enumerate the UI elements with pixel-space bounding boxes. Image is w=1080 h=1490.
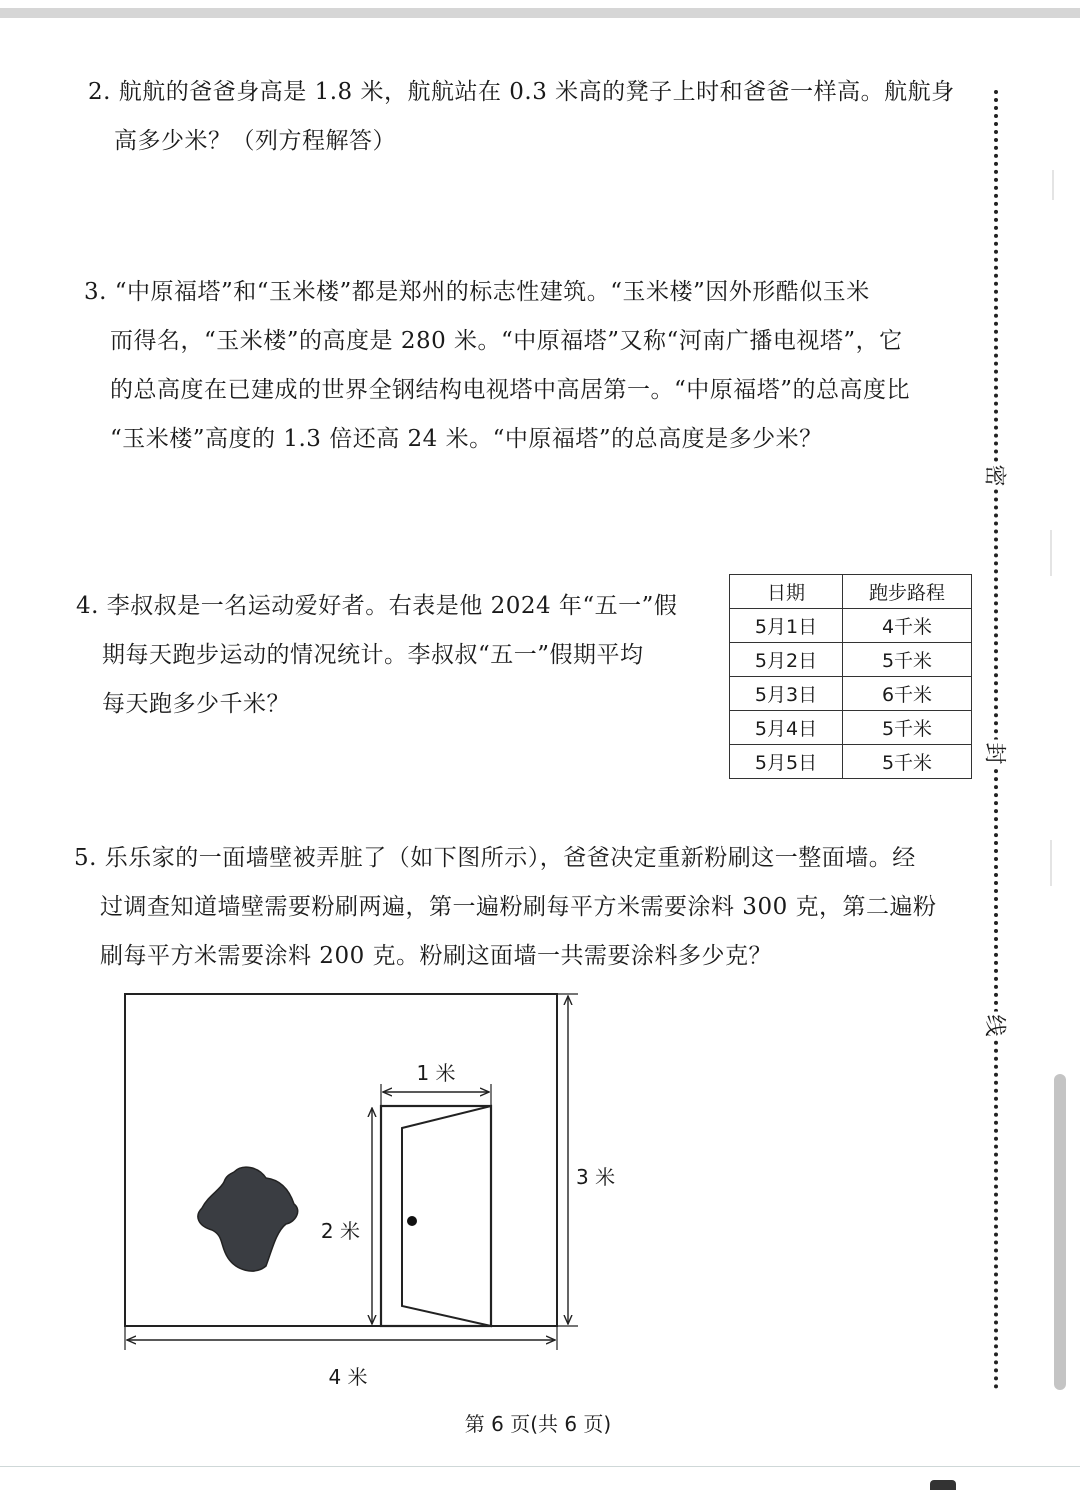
scan-mark xyxy=(1052,170,1054,200)
question-2-line-1: 2. 航航的爸爸身高是 1.8 米，航航站在 0.3 米高的凳子上时和爸爸一样高。航航身 xyxy=(88,79,955,105)
question-5-line-1: 5. 乐乐家的一面墙壁被弄脏了（如下图所示），爸爸决定重新粉刷这一整面墙。经 xyxy=(74,845,916,871)
table-cell-date: 5月2日 xyxy=(730,643,843,677)
exam-page xyxy=(16,18,1060,1466)
bottom-divider xyxy=(0,1466,1080,1467)
door-frame xyxy=(381,1106,491,1326)
top-bar xyxy=(0,8,1080,18)
question-2-line-2: 高多少米？（列方程解答） xyxy=(114,128,396,154)
table-cell-distance: 5千米 xyxy=(843,745,972,779)
door-knob xyxy=(407,1216,417,1226)
table-header-distance: 跑步路程 xyxy=(843,575,972,609)
question-2 xyxy=(88,68,955,166)
door-width-label: 1 米 xyxy=(416,1061,456,1085)
question-3-line-1: 3. “中原福塔”和“玉米楼”都是郑州的标志性建筑。“玉米楼”因外形酷似玉米 xyxy=(84,279,870,305)
seal-char-mi: 密 xyxy=(981,462,1012,490)
table-cell-date: 5月3日 xyxy=(730,677,843,711)
wall-outline xyxy=(125,994,557,1326)
stain-blob xyxy=(198,1167,298,1271)
wall-figure xyxy=(116,988,636,1398)
question-5 xyxy=(74,834,937,981)
table-cell-distance: 4千米 xyxy=(843,609,972,643)
table-cell-date: 5月1日 xyxy=(730,609,843,643)
page-footer: 第 6 页(共 6 页) xyxy=(464,1412,612,1436)
table-cell-distance: 5千米 xyxy=(843,711,972,745)
running-table xyxy=(729,574,972,779)
scan-mark xyxy=(1050,840,1052,886)
table-row xyxy=(730,643,972,677)
door-leaf xyxy=(402,1106,491,1326)
question-3-line-4: “玉米楼”高度的 1.3 倍还高 24 米。“中原福塔”的总高度是多少米？ xyxy=(110,426,823,452)
table-row xyxy=(730,711,972,745)
table-row xyxy=(730,677,972,711)
table-row xyxy=(730,609,972,643)
door-height-label: 2 米 xyxy=(320,1219,360,1243)
question-3 xyxy=(84,268,910,464)
question-3-line-3: 的总高度在已建成的世界全钢结构电视塔中高居第一。“中原福塔”的总高度比 xyxy=(110,377,911,403)
question-4-line-3: 每天跑多少千米？ xyxy=(102,691,290,717)
table-row xyxy=(730,745,972,779)
seal-char-feng: 封 xyxy=(981,740,1012,768)
question-5-line-2: 过调查知道墙壁需要粉刷两遍，第一遍粉刷每平方米需要涂料 300 克，第二遍粉 xyxy=(100,894,937,920)
scan-mark xyxy=(1050,530,1052,576)
table-cell-distance: 5千米 xyxy=(843,643,972,677)
question-4 xyxy=(76,582,677,729)
question-4-line-2: 期每天跑步运动的情况统计。李叔叔“五一”假期平均 xyxy=(102,642,644,668)
wall-height-label: 3 米 xyxy=(576,1165,616,1189)
table-header-date: 日期 xyxy=(730,575,843,609)
table-cell-date: 5月4日 xyxy=(730,711,843,745)
seal-char-xian: 线 xyxy=(981,1012,1012,1040)
table-header-row xyxy=(730,575,972,609)
scrollbar-thumb[interactable] xyxy=(1054,1074,1066,1390)
question-4-line-1: 4. 李叔叔是一名运动爱好者。右表是他 2024 年“五一”假 xyxy=(76,593,678,619)
wall-width-label: 4 米 xyxy=(328,1365,368,1389)
table-cell-date: 5月5日 xyxy=(730,745,843,779)
question-3-line-2: 而得名，“玉米楼”的高度是 280 米。“中原福塔”又称“河南广播电视塔”，它 xyxy=(110,328,903,354)
corner-mark xyxy=(930,1480,956,1490)
table-cell-distance: 6千米 xyxy=(843,677,972,711)
question-5-line-3: 刷每平方米需要涂料 200 克。粉刷这面墙一共需要涂料多少克？ xyxy=(100,943,773,969)
